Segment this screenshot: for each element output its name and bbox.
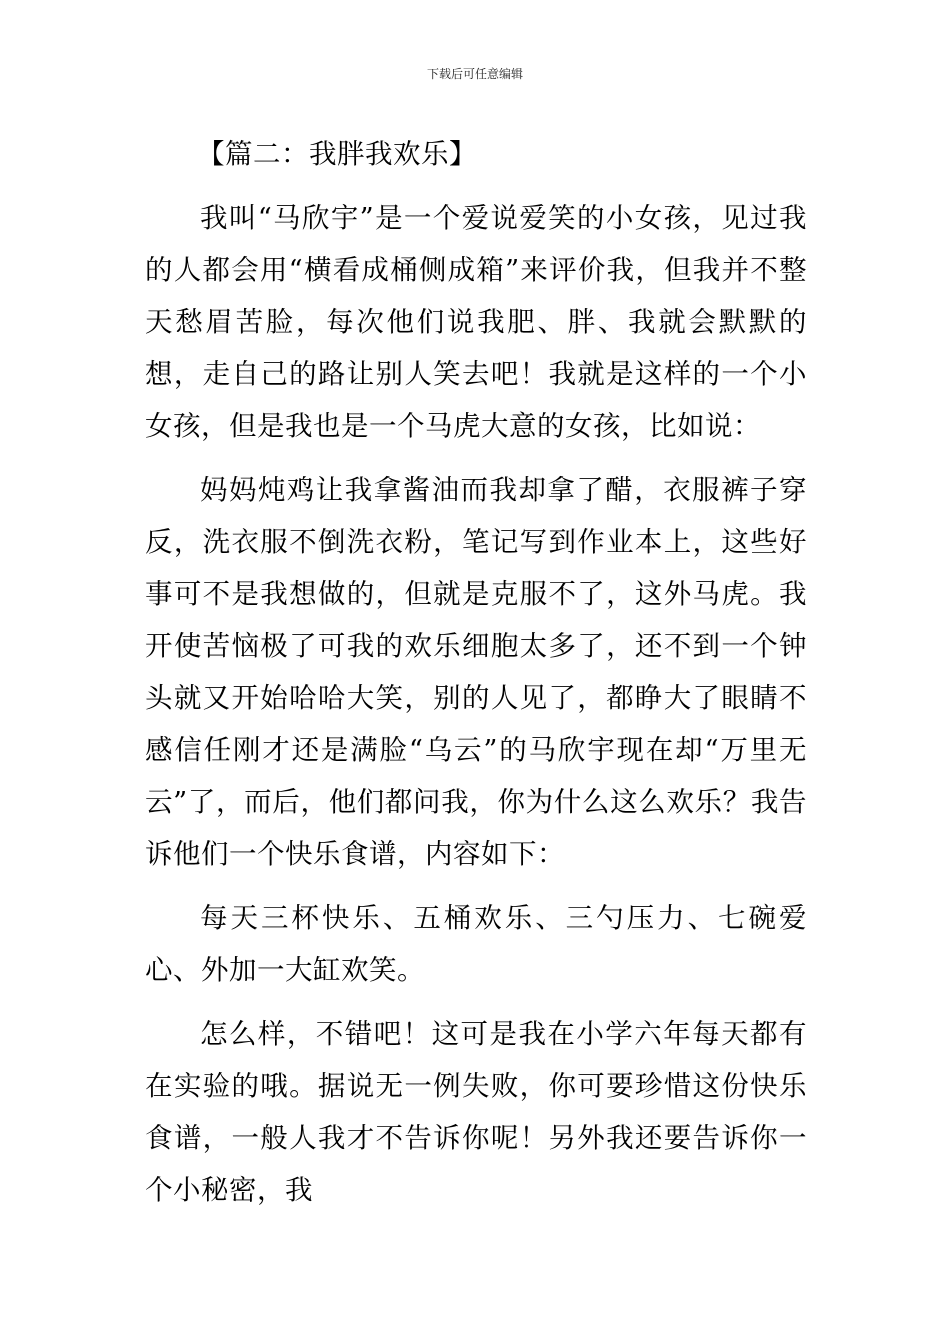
paragraph-3: 每天三杯快乐、五桶欢乐、三勺压力、七碗爱心、外加一大缸欢笑。 [145,902,807,986]
paragraph-1: 我叫“马欣宇”是一个爱说爱笑的小女孩，见过我的人都会用“横看成桶侧成箱”来评价我，但我并不整天愁眉苦脸，每次他们说我肥、胖、我就会默默的想，走自己的路让别人笑去吧！我就是这样的一个小女孩，但是我也是一个马虎大意的女孩，比如说： [145,202,807,442]
document-body [145,128,807,1228]
paragraph-4: 怎么样，不错吧！这可是我在小学六年每天都有在实验的哦。据说无一例失败，你可要珍惜这份快乐食谱，一般人我才不告诉你呢！另外我还要告诉你一个小秘密，我 [145,1018,807,1206]
section-title: 【篇二：我胖我欢乐】 [197,138,477,170]
paragraph-2: 妈妈炖鸡让我拿酱油而我却拿了醋，衣服裤子穿反，洗衣服不倒洗衣粉，笔记写到作业本上，这些好事可不是我想做的，但就是克服不了，这外马虎。我开使苦恼极了可我的欢乐细胞太多了，还不到一个钟头就又开始哈哈大笑，别的人见了，都睁大了眼睛不感信任刚才还是满脸“乌云”的马欣宇现在却“万里无云”了，而后，他们都问我，你为什么这么欢乐？我告诉他们一个快乐食谱，内容如下： [145,474,807,870]
page-header: 下载后可任意编辑 [426,67,523,81]
